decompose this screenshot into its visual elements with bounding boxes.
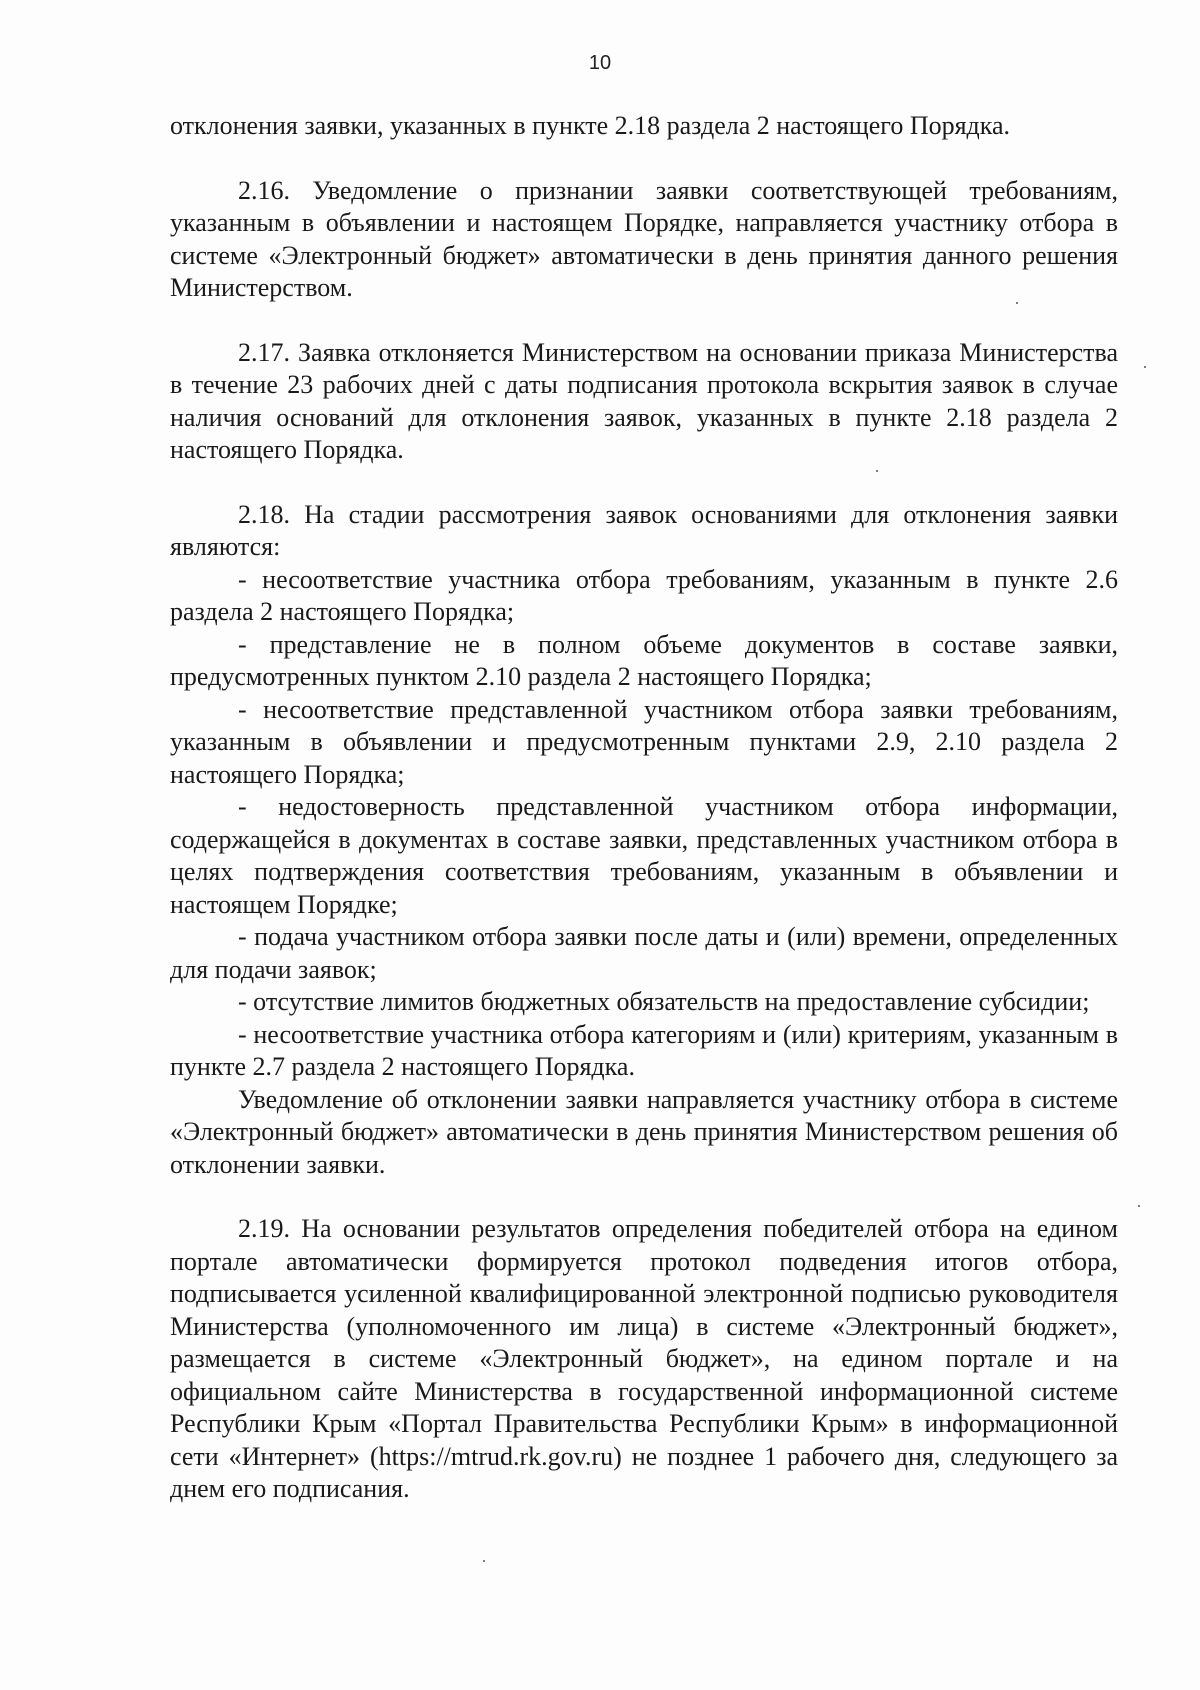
- list-item: - недостоверность представленной участником отбора информации, содержащейся в документах в составе заявки, представленных участником отбора в целях подтверждения соответствия требованиям, указанным в объявлении и настоящем Порядке;: [170, 792, 1118, 919]
- paragraph-2-16: 2.16. Уведомление о признании заявки соответствующей требованиям, указанным в объявлении и настоящем Порядке, направляется участнику отбора в системе «Электронный бюджет» автоматически в день принятия данного решения Министерством.: [170, 175, 1118, 302]
- paragraph-2-17: 2.17. Заявка отклоняется Министерством на основании приказа Министерства в течение 23 рабочих дней с даты подписания протокола вскрытия заявок в случае наличия оснований для отклонения заявок, указанных в пункте 2.18 раздела 2 настоящего Порядка.: [170, 337, 1118, 464]
- list-item: - несоответствие участника отбора требованиям, указанным в пункте 2.6 раздела 2 настоящего Порядка;: [170, 564, 1118, 626]
- list-item: - несоответствие участника отбора категориям и (или) критериям, указанным в пункте 2.7 раздела 2 настоящего Порядка.: [170, 1019, 1118, 1081]
- scan-speck: [1138, 1205, 1140, 1207]
- list-item: - подача участником отбора заявки после даты и (или) времени, определенных для подачи заявок;: [170, 922, 1118, 984]
- paragraph-2-18-intro: 2.18. На стадии рассмотрения заявок основаниями для отклонения заявки являются:: [170, 499, 1118, 561]
- scan-speck: [1144, 366, 1146, 368]
- paragraph-2-18-notice: Уведомление об отклонении заявки направляется участнику отбора в системе «Электронный бюджет» автоматически в день принятия Министерством решения об отклонении заявки.: [170, 1084, 1118, 1179]
- list-item: - отсутствие лимитов бюджетных обязательств на предоставление субсидии;: [238, 987, 1090, 1016]
- paragraph-2-19: 2.19. На основании результатов определения победителей отбора на едином портале автоматически формируется протокол подведения итогов отбора, подписывается усиленной квалифицированной электронной подписью руководителя Министерства (уполномоченного им лица) в системе «Электронный бюджет», размещается в системе «Электронный бюджет», на едином портале и на официальном сайте Министерства в государственной информационной системе Республики Крым «Портал Правительства Республики Крым» в информационной сети «Интернет» (https://mtrud.rk.gov.ru) не позднее 1 рабочего дня, следующего за днем его подписания.: [170, 1214, 1118, 1503]
- scan-speck: [1016, 302, 1018, 304]
- page-number: 10: [588, 52, 612, 74]
- list-item: - представление не в полном объеме документов в составе заявки, предусмотренных пунктом 2.10 раздела 2 настоящего Порядка;: [170, 629, 1118, 691]
- scan-speck: [483, 1560, 485, 1562]
- document-body: [170, 110, 1118, 1506]
- list-item: - несоответствие представленной участником отбора заявки требованиям, указанным в объявлении и предусмотренным пунктами 2.9, 2.10 раздела 2 настоящего Порядка;: [170, 694, 1118, 789]
- paragraph-continuation: отклонения заявки, указанных в пункте 2.18 раздела 2 настоящего Порядка.: [170, 111, 1011, 140]
- scan-speck: [876, 470, 878, 472]
